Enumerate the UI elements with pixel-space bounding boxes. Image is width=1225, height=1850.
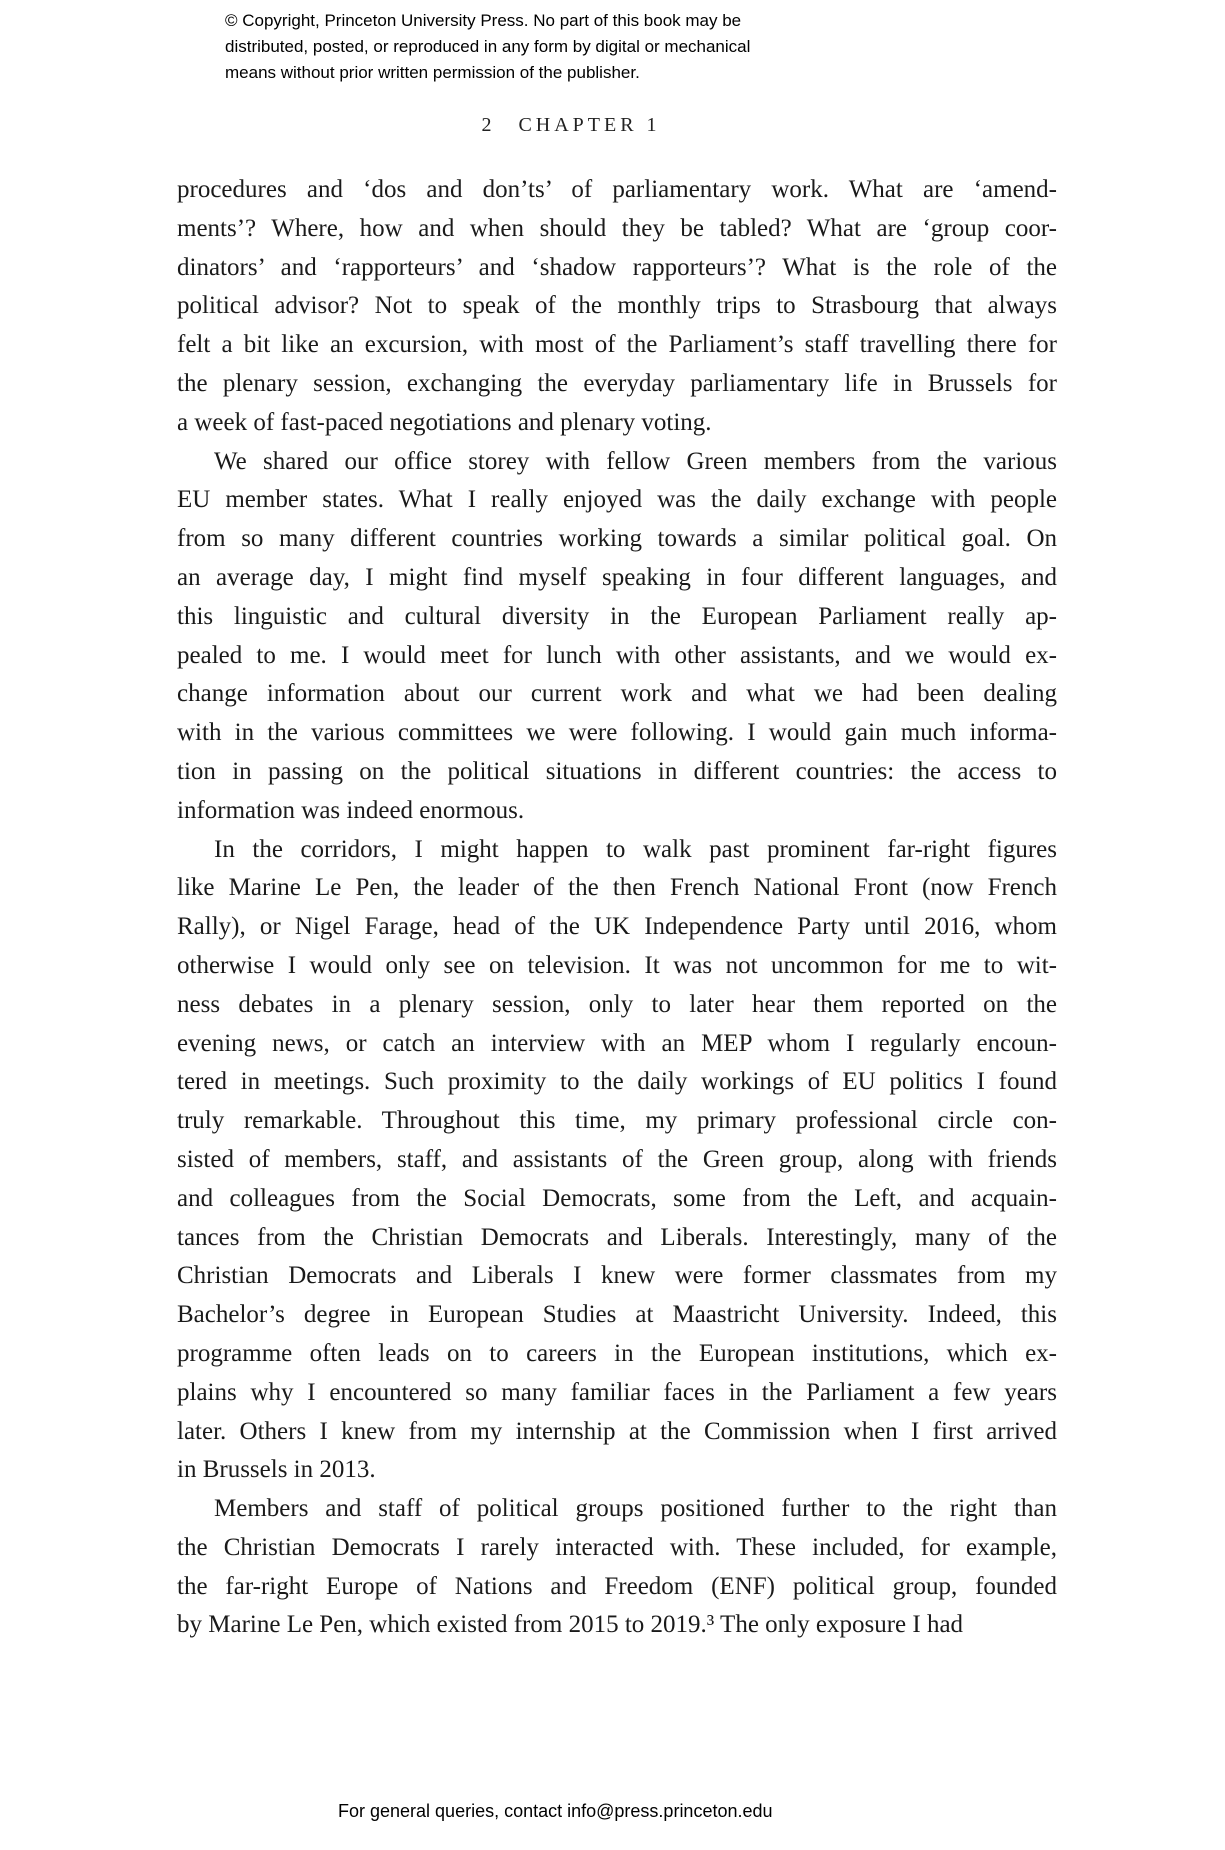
- text-line: otherwise I would only see on television. It was not uncommon for me to wit-: [177, 951, 1057, 979]
- text-line: plains why I encountered so many familiar faces in the Parliament a few years: [177, 1378, 1057, 1406]
- text-line: tered in meetings. Such proximity to the daily workings of EU politics I found: [177, 1068, 1057, 1096]
- text-line: pealed to me. I would meet for lunch with other assistants, and we would ex-: [177, 641, 1057, 669]
- text-line: procedures and ‘dos and don’ts’ of parliamentary work. What are ‘amend-: [177, 176, 1057, 203]
- copyright-line: means without prior written permission of the publisher.: [225, 63, 640, 82]
- running-head: [0, 114, 1142, 137]
- chapter-label: CHAPTER 1: [518, 114, 661, 136]
- text-line: Members and staff of political groups positioned further to the right than: [214, 1495, 1057, 1523]
- text-line: We shared our office storey with fellow Green members from the various: [214, 447, 1057, 475]
- text-line: like Marine Le Pen, the leader of the then French National Front (now French: [177, 874, 1057, 902]
- paragraph: [177, 1490, 1057, 1645]
- text-line: the plenary session, exchanging the everyday parliamentary life in Brussels for: [177, 369, 1057, 397]
- text-line: from so many different countries working towards a similar political goal. On: [177, 525, 1057, 553]
- text-line: Rally), or Nigel Farage, head of the UK Independence Party until 2016, whom: [177, 913, 1057, 941]
- paragraph: [177, 171, 1057, 443]
- text-line: EU member states. What I really enjoyed was the daily exchange with people: [177, 486, 1057, 514]
- text-line: felt a bit like an excursion, with most of the Parliament’s staff travelling there for: [177, 331, 1057, 359]
- text-line: later. Others I knew from my internship at the Commission when I first arrived: [177, 1417, 1057, 1445]
- text-line: programme often leads on to careers in the European institutions, which ex-: [177, 1339, 1057, 1367]
- text-line: ness debates in a plenary session, only to later hear them reported on the: [177, 990, 1057, 1018]
- text-line: information was indeed enormous.: [177, 796, 525, 824]
- copyright-line: © Copyright, Princeton University Press. No part of this book may be: [225, 11, 742, 30]
- paragraph: [177, 443, 1057, 831]
- text-line: dinators’ and ‘rapporteurs’ and ‘shadow rapporteurs’? What is the role of the: [177, 253, 1057, 281]
- text-line: this linguistic and cultural diversity in the European Parliament really ap-: [177, 602, 1057, 630]
- text-line: ments’? Where, how and when should they be tabled? What are ‘group coor-: [177, 214, 1057, 242]
- text-line: and colleagues from the Social Democrats, some from the Left, and acquain-: [177, 1184, 1057, 1212]
- text-line: Bachelor’s degree in European Studies at Maastricht University. Indeed, this: [177, 1301, 1057, 1329]
- text-line: the far-right Europe of Nations and Freedom (ENF) political group, founded: [177, 1572, 1057, 1600]
- text-line: Christian Democrats and Liberals I knew were former classmates from my: [177, 1262, 1057, 1290]
- text-line: sisted of members, staff, and assistants of the Green group, along with friends: [177, 1145, 1057, 1173]
- paragraph: [177, 831, 1057, 1491]
- text-line: In the corridors, I might happen to walk past prominent far-right figures: [214, 835, 1057, 863]
- body-text: [177, 171, 1057, 1645]
- text-line: tion in passing on the political situations in different countries: the access to: [177, 757, 1057, 785]
- copyright-line: distributed, posted, or reproduced in any form by digital or mechanical: [225, 37, 751, 56]
- footer-query-line: For general queries, contact info@press.princeton.edu: [338, 1801, 773, 1821]
- copyright-notice: [225, 8, 750, 86]
- text-line: a week of fast-paced negotiations and plenary voting.: [177, 408, 712, 436]
- text-line: by Marine Le Pen, which existed from 2015 to 2019.³ The only exposure I had: [177, 1611, 964, 1639]
- text-line: in Brussels in 2013.: [177, 1456, 376, 1484]
- text-line: the Christian Democrats I rarely interacted with. These included, for example,: [177, 1533, 1057, 1561]
- text-line: an average day, I might find myself speaking in four different languages, and: [177, 563, 1057, 591]
- text-line: truly remarkable. Throughout this time, my primary professional circle con-: [177, 1107, 1057, 1135]
- page-number: 2: [481, 114, 493, 136]
- text-line: change information about our current work and what we had been dealing: [177, 680, 1057, 708]
- text-line: evening news, or catch an interview with an MEP whom I regularly encoun-: [177, 1029, 1057, 1057]
- text-line: political advisor? Not to speak of the monthly trips to Strasbourg that always: [177, 292, 1057, 320]
- text-line: with in the various committees we were following. I would gain much informa-: [177, 719, 1057, 747]
- text-line: tances from the Christian Democrats and Liberals. Interestingly, many of the: [177, 1223, 1057, 1251]
